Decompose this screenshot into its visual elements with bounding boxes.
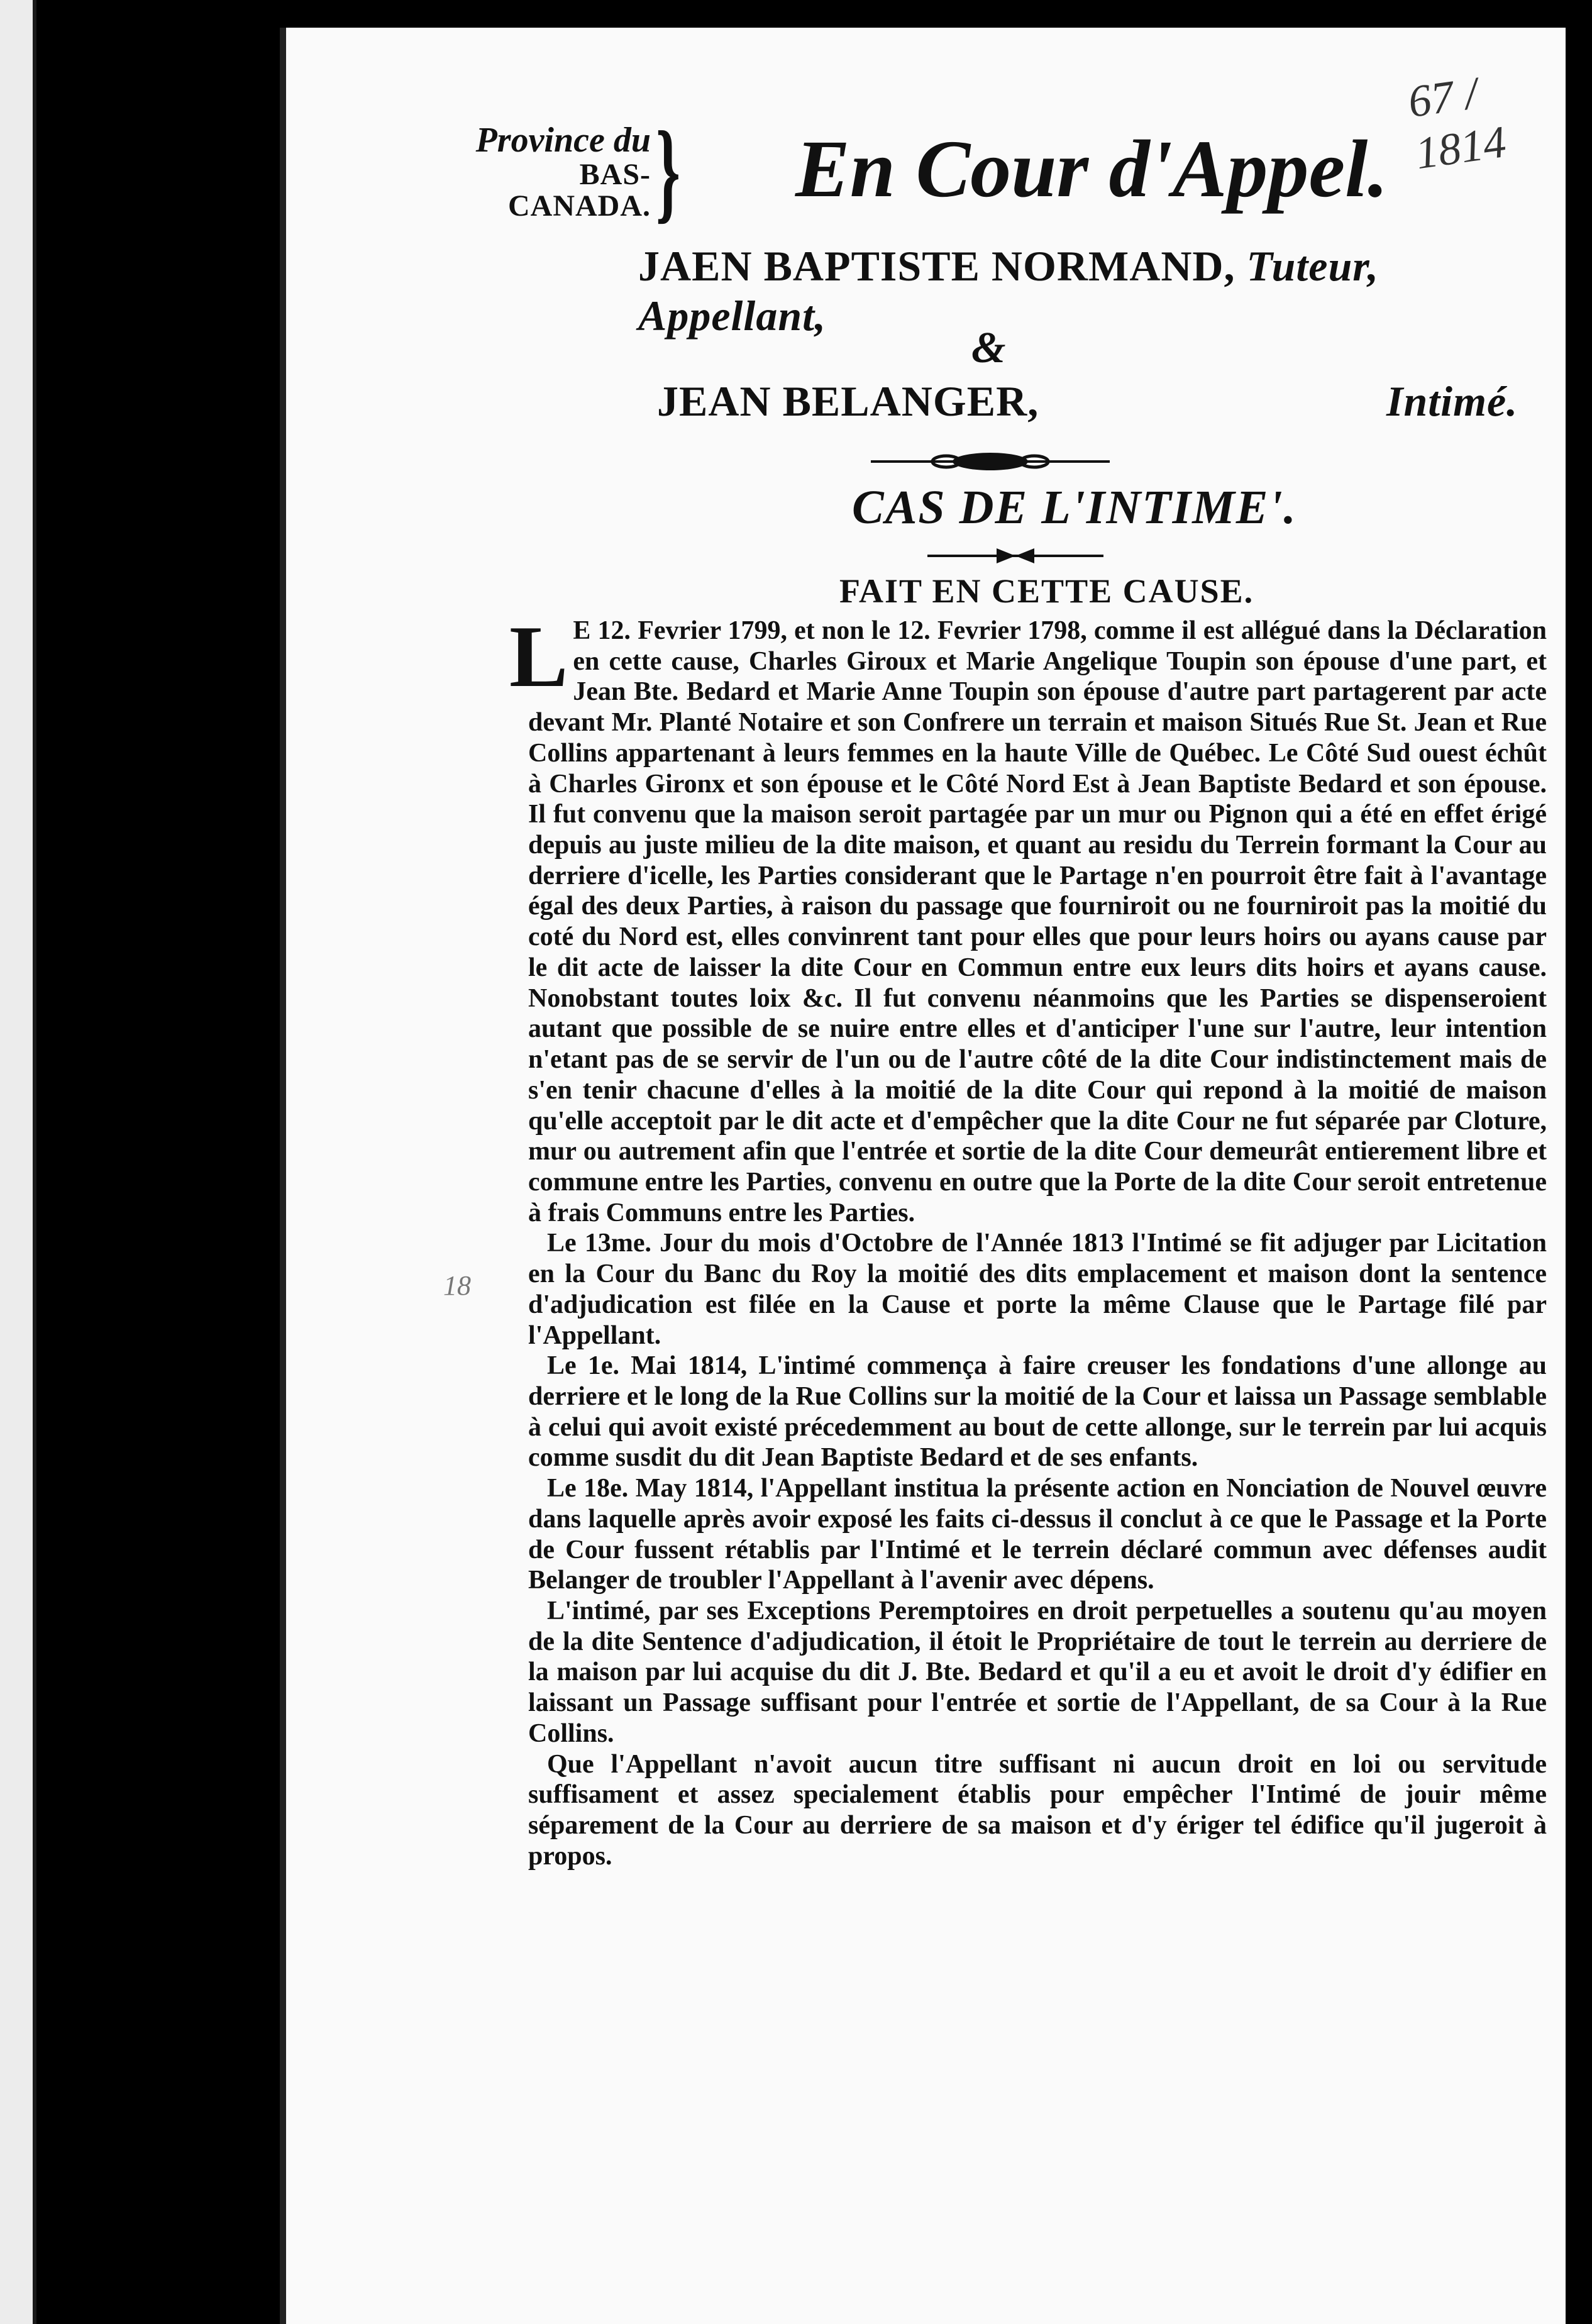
paragraph-5: L'intimé, par ses Exceptions Peremptoires en droit perpetuelles a soutenu qu'au moyen de la dite Sentence d'adjudication, il étoit le Propriétaire de tout le terrein au derriere de la maison par lui acquise du dit J. Bte. Bedard et qu'il a eu et avoit le droit d'y édifier en laissant un Passage suffisant pour l'entrée et sortie de l'Appellant, de sa Cour à la Rue Collins. — [528, 1596, 1547, 1748]
small-ornament-icon — [927, 543, 1103, 568]
scan-left-edge — [0, 0, 36, 2324]
paragraph-4: Le 18e. May 1814, l'Appellant institua la présente action en Nonciation de Nouvel œuvre dans laquelle après avoir exposé les faits ci-dessus il conclut à ce que le Passage et la Porte de Cour fussent rétablis par l'Intimé et le terrein déclaré commun avec défenses audit Belanger de troubler l'Appellant à l'avenir avec dépens. — [528, 1474, 1547, 1595]
province-line1: Province du — [475, 121, 651, 160]
drop-cap: L — [509, 608, 568, 706]
respondent-role-wrap — [1386, 377, 1518, 426]
respondent-name: JEAN BELANGER, — [657, 377, 1039, 425]
section-title: FAIT EN CETTE CAUSE. — [839, 572, 1254, 610]
ornament-divider-icon — [871, 443, 1110, 480]
case-subtitle: CAS DE L'INTIME'. — [852, 481, 1297, 534]
respondent-role: Intimé. — [1386, 377, 1518, 425]
brace-icon: } — [656, 108, 681, 233]
paragraph-1 — [509, 608, 1547, 1228]
paragraph-3: Le 1e. Mai 1814, L'intimé commença à faire creuser les fondations d'une allonge au derriere et le long de la Rue Collins sur la moitié de la Cour et laissa un Passage semblable à celui qui avoit existé précedemment au bout de cette allonge, sur le terrein par lui acquis comme susdit du dit Jean Baptiste Bedard et de ses enfants. — [528, 1351, 1547, 1473]
handwritten-note: 67 / 1814 — [1405, 67, 1510, 179]
province-label — [443, 122, 651, 223]
document-page — [280, 28, 1566, 2324]
conjunction: & — [971, 324, 1006, 372]
paragraph-6: Que l'Appellant n'avoit aucun titre suffisant ni aucun droit en loi ou servitude suffisament et assez specialement établis pour empêcher l'Intimé de jouir même séparement de la Cour au derriere de sa maison et d'y ériger tel édifice qu'il jugeroit à propos. — [528, 1749, 1547, 1871]
appellant-line — [638, 241, 1566, 341]
court-title: En Cour d'Appel. — [795, 124, 1388, 214]
margin-mark: 18 — [443, 1270, 471, 1301]
province-line2: BAS-CANADA. — [508, 157, 651, 223]
appellant-name: JAEN BAPTISTE NORMAND, — [638, 242, 1235, 290]
appellant-role: Tuteur, Appellant, — [638, 242, 1379, 340]
paragraph-2: Le 13me. Jour du mois d'Octobre de l'Année 1813 l'Intimé se fit adjuger par Licitation en la Cour du Banc du Roy la moitié des dits emplacement et maison dont la sentence d'adjudication est filée en la Cause et porte la même Clause que le Partage filé par l'Appellant. — [528, 1229, 1547, 1350]
document-body — [509, 608, 1547, 1871]
paragraph-1-text: E 12. Fevrier 1799, et non le 12. Fevrier 1798, comme il est allégué dans la Déclaration en cette cause, Charles Giroux et Marie Angelique Toupin son épouse d'une part, et Jean Bte. Bedard et Marie Anne Toupin son épouse d'autre part partagerent par acte devant Mr. Planté Notaire et son Confrere un terrain et maison Situés Rue St. Jean et Rue Collins appartenant à leurs femmes en la haute Ville de Québec. Le Côté Sud ouest échût à Charles Gironx et son épouse et le Côté Nord Est à Jean Baptiste Bedard et son épouse. Il fut convenu que la maison seroit partagée par un mur ou Pignon qui a été en effet érigé depuis au juste milieu de la dite maison, et quant au residu du Terrein formant la Cour au derriere d'icelle, les Parties considerant que le Partage n'en pourroit être fait à l'avantage égal des deux Parties, à raison du passage que fourniroit ou ne fourniroit pas la moitié du coté du Nord est, elles convinrent tant pour elles que pour leurs hoirs ou ayans cause par le dit acte de laisser la dite Cour en Commun entre eux leurs dits hoirs et ayans cause. Nonobstant toutes loix &c. Il fut convenu néanmoins que les Parties se dispenseroient autant que possible de se nuire entre elles et d'anticiper l'une sur l'autre, leur intention n'etant pas de se servir de l'un ou de l'autre côté de la dite Cour indistinctement mais de s'en tenir chacune d'elles à la moitié de la dite Cour qui repond à la moitié de maison qu'elle acceptoit par le dit acte et d'empêcher que la dite Cour ne fut séparée par Cloture, mur ou autrement afin que l'entrée et sortie de la dite Cour demeurât entierement libre et commune entre les Parties, convenu en outre que la Porte de la dite Cour seroit entretenue à frais Communs entre les Parties. — [528, 616, 1547, 1227]
